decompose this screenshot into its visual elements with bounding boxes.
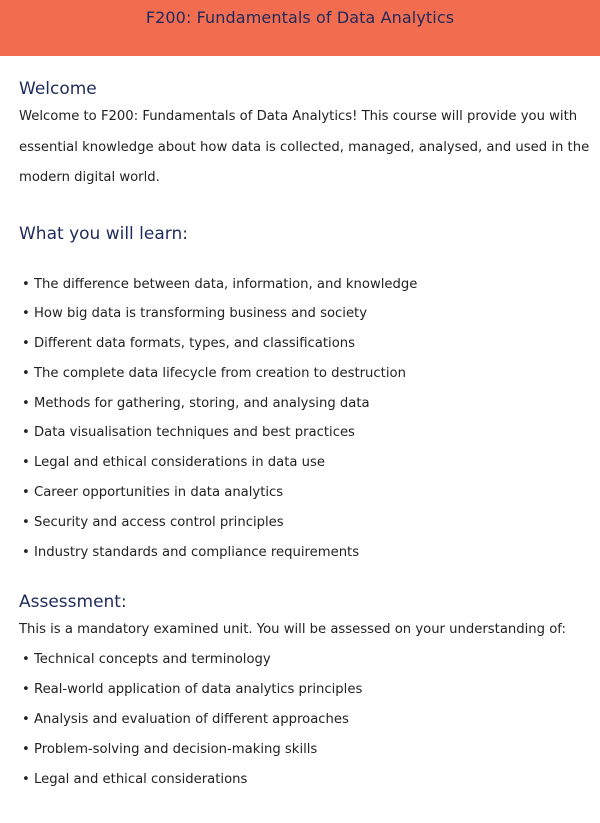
list-item: • Real-world application of data analytics principles (19, 675, 594, 705)
list-item: • Legal and ethical considerations in data use (19, 448, 594, 478)
assessment-heading: Assessment: (19, 592, 127, 613)
bullet-icon: • (22, 276, 30, 292)
list-item: • Analysis and evaluation of different approaches (19, 705, 594, 735)
bullet-icon: • (22, 395, 30, 411)
bullet-icon: • (22, 544, 30, 560)
list-item: • Legal and ethical considerations (19, 765, 594, 795)
bullet-icon: • (22, 771, 30, 787)
list-item: • How big data is transforming business and society (19, 299, 594, 329)
learn-heading: What you will learn: (19, 223, 188, 244)
list-item: • Security and access control principles (19, 508, 594, 538)
course-content (19, 76, 594, 794)
list-item: • Methods for gathering, storing, and analysing data (19, 389, 594, 419)
bullet-icon: • (22, 485, 30, 501)
welcome-paragraph: Welcome to F200: Fundamentals of Data Analytics! This course will provide you with essential knowledge about how data is collected, managed, analysed, and used in the modern digital world. (19, 109, 590, 185)
welcome-heading: Welcome (19, 79, 97, 99)
bullet-icon: • (22, 365, 30, 381)
list-item: • Data visualisation techniques and best practices (19, 418, 594, 448)
bullet-icon: • (22, 455, 30, 471)
list-item: • The difference between data, information, and knowledge (19, 270, 594, 300)
bullet-icon: • (22, 712, 30, 728)
bullet-icon: • (22, 682, 30, 698)
list-item: • The complete data lifecycle from creation to destruction (19, 359, 594, 389)
list-item: • Career opportunities in data analytics (19, 478, 594, 508)
assessment-list (19, 645, 594, 794)
course-title: F200: Fundamentals of Data Analytics (145, 8, 455, 27)
bullet-icon: • (22, 425, 30, 441)
bullet-icon: • (22, 741, 30, 757)
learn-list (19, 270, 594, 568)
bullet-icon: • (22, 336, 30, 352)
assessment-intro: This is a mandatory examined unit. You will be assessed on your understanding of: (19, 622, 566, 638)
bullet-icon: • (22, 652, 30, 668)
list-item: • Industry standards and compliance requirements (19, 538, 594, 568)
header-banner (0, 0, 600, 56)
list-item: • Problem-solving and decision-making skills (19, 735, 594, 765)
bullet-icon: • (22, 306, 30, 322)
bullet-icon: • (22, 514, 30, 530)
list-item: • Different data formats, types, and classifications (19, 329, 594, 359)
list-item: • Technical concepts and terminology (19, 645, 594, 675)
